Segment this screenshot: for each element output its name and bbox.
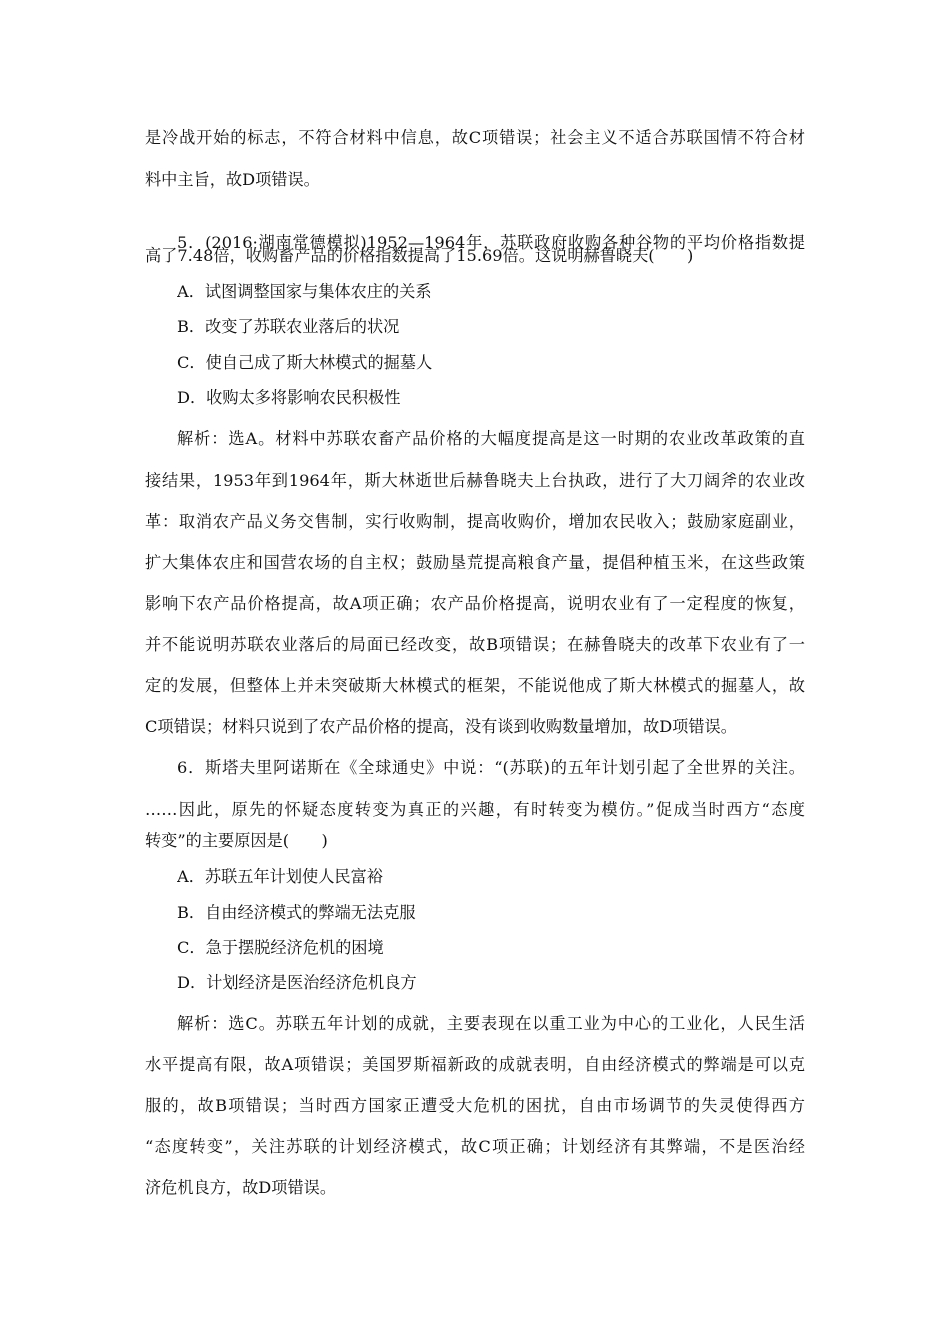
option-b: B．自由经济模式的弊端无法克服 [177, 903, 416, 922]
analysis-line: 服的，故B项错误；当时西方国家正遭受大危机的困扰，自由市场调节的失灵使得西方 [145, 1096, 805, 1115]
analysis-line: “态度转变”，关注苏联的计划经济模式，故C项正确；计划经济有其弊端，不是医治经 [145, 1137, 805, 1156]
question-6-line: 6．斯塔夫里阿诺斯在《全球通史》中说：“(苏联)的五年计划引起了全世界的关注。 [177, 758, 805, 777]
analysis-line: 定的发展，但整体上并未突破斯大林模式的框架，不能说他成了斯大林模式的掘墓人，故 [145, 676, 805, 695]
analysis-line: 扩大集体农庄和国营农场的自主权；鼓励垦荒提高粮食产量，提倡种植玉米，在这些政策 [145, 553, 805, 572]
question-6-line: ……因此，原先的怀疑态度转变为真正的兴趣，有时转变为模仿。”促成当时西方“态度 [145, 800, 805, 819]
question-6-line: 转变”的主要原因是( ) [145, 831, 328, 850]
option-c: C．使自己成了斯大林模式的掘墓人 [177, 353, 433, 372]
analysis-line: 解析：选C。苏联五年计划的成就，主要表现在以重工业为中心的工业化，人民生活 [177, 1014, 805, 1033]
question-5-line: 5．(2016·湖南常德模拟)1952—1964年，苏联政府收购各种谷物的平均价格指数提 [177, 233, 805, 252]
analysis-line: 影响下农产品价格提高，故A项正确；农产品价格提高，说明农业有了一定程度的恢复， [145, 594, 805, 613]
option-d: D．收购太多将影响农民积极性 [177, 388, 401, 407]
option-b: B．改变了苏联农业落后的状况 [177, 317, 400, 336]
option-c: C．急于摆脱经济危机的困境 [177, 938, 384, 957]
analysis-line: 接结果，1953年到1964年，斯大林逝世后赫鲁晓夫上台执政，进行了大刀阔斧的农业改 [145, 471, 805, 490]
option-a: A．试图调整国家与集体农庄的关系 [177, 282, 432, 301]
question-5-line: 高了7.48倍，收购畜产品的价格指数提高了15.69倍。这说明赫鲁晓夫( ) [145, 246, 694, 265]
analysis-line: 并不能说明苏联农业落后的局面已经改变，故B项错误；在赫鲁晓夫的改革下农业有了一 [145, 635, 805, 654]
analysis-line: 水平提高有限，故A项错误；美国罗斯福新政的成就表明，自由经济模式的弊端是可以克 [145, 1055, 805, 1074]
analysis-line: 革：取消农产品义务交售制，实行收购制，提高收购价，增加农民收入；鼓励家庭副业， [145, 512, 805, 531]
text-line: 料中主旨，故D项错误。 [145, 170, 320, 189]
option-a: A．苏联五年计划使人民富裕 [177, 867, 383, 886]
text-line: 是冷战开始的标志，不符合材料中信息，故C项错误；社会主义不适合苏联国情不符合材 [145, 128, 805, 147]
analysis-line: 济危机良方，故D项错误。 [145, 1178, 337, 1197]
option-d: D．计划经济是医治经济危机良方 [177, 973, 417, 992]
analysis-line: C项错误；材料只说到了农产品价格的提高，没有谈到收购数量增加，故D项错误。 [145, 717, 737, 736]
analysis-line: 解析：选A。材料中苏联农畜产品价格的大幅度提高是这一时期的农业改革政策的直 [177, 429, 805, 448]
